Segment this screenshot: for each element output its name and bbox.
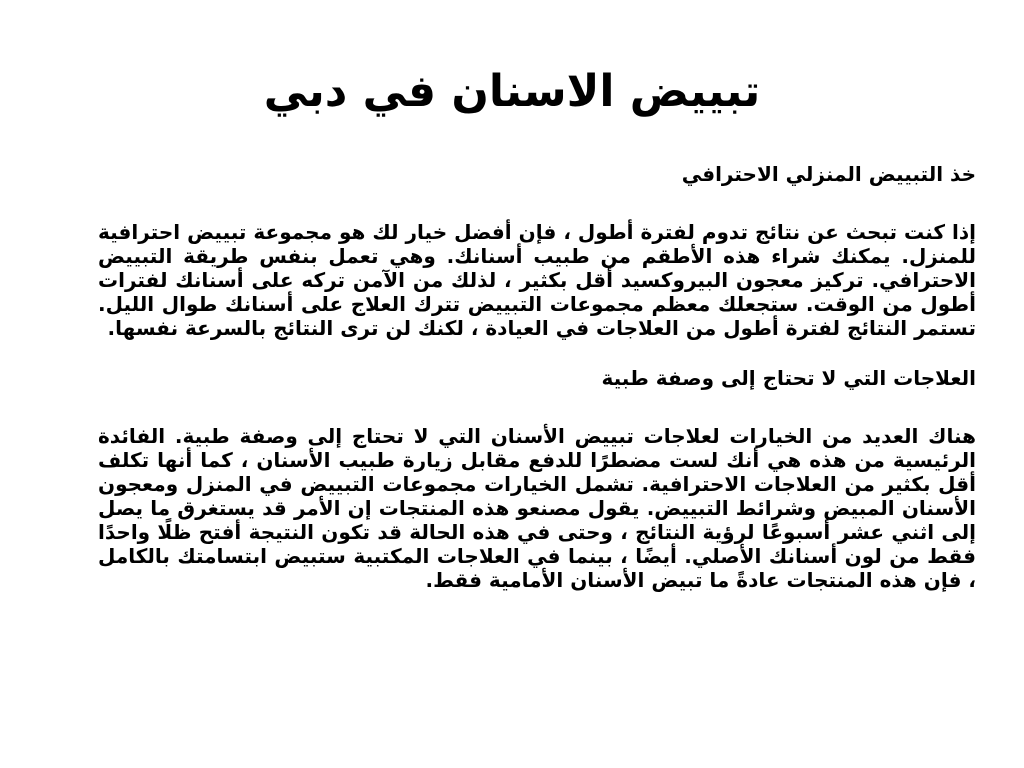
section-body-otc-treatments: هناك العديد من الخيارات لعلاجات تبييض الأسنان التي لا تحتاج إلى وصفة طبية. الفائدة الرئيسية من هذه هي أنك لست مضطرًا للدفع مقابل زيارة طبيب الأسنان ، كما أنها تكلف أقل بكثير من العلاجات الاحترافية. تشمل الخيارات مجموعات التبييض في المنزل ومعجون الأسنان المبيض وشرائط التبييض. يقول مصنعو هذه المنتجات إن الأمر قد يستغرق ما يصل إلى اثني عشر أسبوعًا لرؤية النتائج ، وحتى في هذه الحالة قد تكون النتيجة أفتح ظلًا واحدًا فقط من لون أسنانك الأصلي. أيضًا ، بينما في العلاجات المكتبية ستبيض ابتسامتك بالكامل ، فإن هذه المنتجات عادةً ما تبيض الأسنان الأمامية فقط. <box>98 424 976 592</box>
section-body-home-whitening: إذا كنت تبحث عن نتائج تدوم لفترة أطول ، فإن أفضل خيار لك هو مجموعة تبييض احترافية للمنزل. يمكنك شراء هذه الأطقم من طبيب أسنانك. وهي تعمل بنفس طريقة التبييض الاحترافي. تركيز معجون البيروكسيد أقل بكثير ، لذلك من الآمن تركه على أسنانك لفترات أطول من الوقت. ستجعلك معظم مجموعات التبييض تترك العلاج على أسنانك طوال الليل. تستمر النتائج لفترة أطول من العلاجات في العيادة ، لكنك لن ترى النتائج بالسرعة نفسها. <box>98 220 976 340</box>
section-heading-home-whitening: خذ التبييض المنزلي الاحترافي <box>681 162 976 186</box>
slide-title: تبييض الاسنان في دبي <box>263 66 761 117</box>
section-heading-otc-treatments: العلاجات التي لا تحتاج إلى وصفة طبية <box>601 366 976 390</box>
slide-content <box>98 162 976 592</box>
